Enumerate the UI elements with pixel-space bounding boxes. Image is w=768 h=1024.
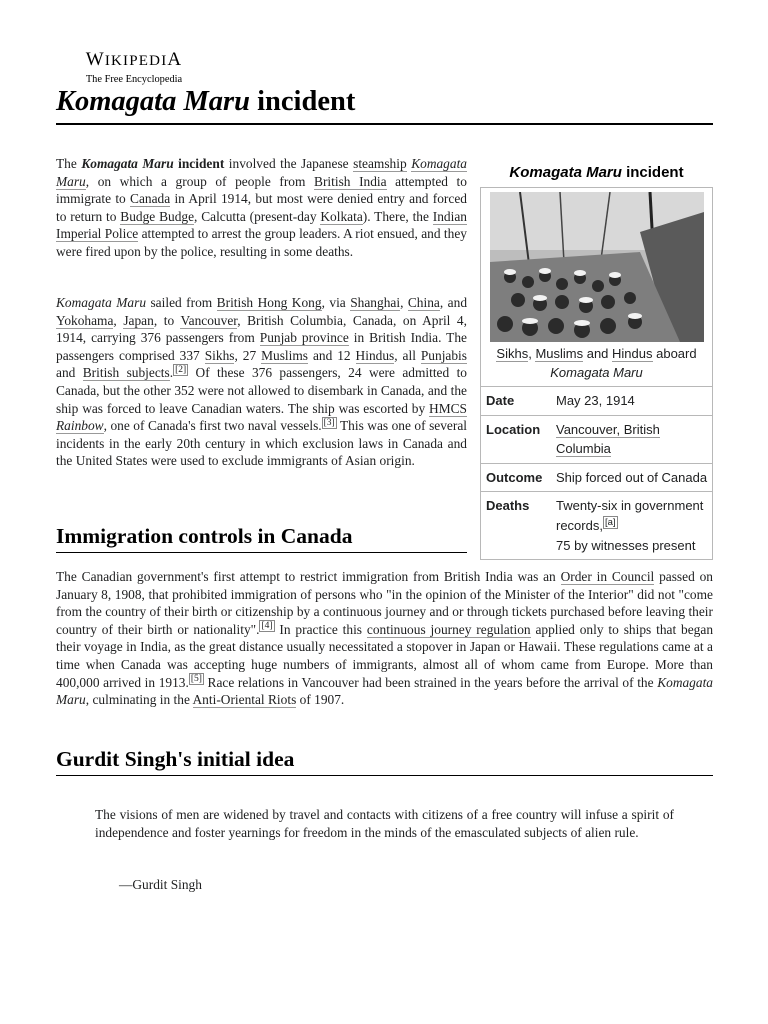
link-continuous-journey[interactable]: continuous journey regulation bbox=[366, 621, 531, 637]
link-japan[interactable]: Japan bbox=[123, 312, 154, 328]
infobox-photo[interactable] bbox=[490, 192, 704, 342]
caption-link-sikhs[interactable]: Sikhs bbox=[496, 346, 529, 361]
link-punjabis[interactable]: Punjabis bbox=[420, 347, 467, 363]
link-kolkata[interactable]: Kolkata bbox=[320, 208, 363, 224]
blockquote: The visions of men are widened by travel and contacts with citizens of a free country will infuse a spirit of independence and foster yearnings for freedom in the minds of the emasculated subjects of alien rule. bbox=[95, 807, 674, 840]
link-komagata-maru[interactable]: Komagata Maru bbox=[56, 156, 467, 189]
link-canada[interactable]: Canada bbox=[130, 191, 171, 207]
caption-link-muslims[interactable]: Muslims bbox=[535, 346, 584, 361]
section-heading-gurdit-singh: Gurdit Singh's initial idea bbox=[56, 745, 713, 776]
infobox-row-deaths: Deaths Twenty-six in government records, [a] 75 by witnesses present bbox=[481, 491, 712, 559]
lead-paragraph-1: The Komagata Maru incident involved the Japanese steamship Komagata Maru, on which a group of people from British India attempted to immigrate to Canada in April 1914, but most were denied entry and forced to return to Budge Budge, Calcutta (present-day Kolkata). There, the Indian Imperial Police attempted to arrest the group leaders. A riot ensued, and they were fired upon by the police, resulting in some deaths. bbox=[56, 156, 467, 259]
link-muslims[interactable]: Muslims bbox=[261, 347, 308, 363]
link-yokohama[interactable]: Yokohama bbox=[56, 312, 114, 328]
ship-passengers-photo bbox=[490, 192, 704, 342]
caption-link-hindus[interactable]: Hindus bbox=[612, 346, 653, 361]
wikipedia-logo[interactable] bbox=[76, 50, 192, 86]
link-steamship[interactable]: steamship bbox=[353, 156, 407, 171]
link-hmcs-rainbow[interactable]: HMCS Rainbow bbox=[56, 400, 467, 434]
reference-link[interactable]: [2] bbox=[175, 364, 187, 375]
link-punjab-province[interactable]: Punjab province bbox=[259, 330, 349, 346]
link-budge-budge[interactable]: Budge Budge bbox=[120, 208, 195, 224]
link-anti-oriental-riots[interactable]: Anti-Oriental Riots bbox=[192, 692, 297, 708]
reference-link[interactable]: [a] bbox=[604, 516, 616, 528]
infobox-row-location: Location Vancouver, British Columbia bbox=[481, 415, 712, 463]
infobox-caption: Sikhs, Muslims and Hindus aboard Komagata Maru bbox=[496, 346, 697, 380]
link-british-india[interactable]: British India bbox=[314, 173, 387, 189]
infobox-row-date: Date May 23, 1914 bbox=[481, 386, 712, 415]
link-british-hong-kong[interactable]: British Hong Kong bbox=[216, 295, 322, 310]
infobox bbox=[480, 160, 713, 560]
link-sikhs[interactable]: Sikhs bbox=[204, 347, 235, 363]
link-shanghai[interactable]: Shanghai bbox=[350, 295, 401, 310]
section-heading-immigration: Immigration controls in Canada bbox=[56, 522, 467, 553]
link-china[interactable]: China bbox=[407, 295, 440, 310]
infobox-row-outcome: Outcome Ship forced out of Canada bbox=[481, 463, 712, 492]
logo-tagline: The Free Encyclopedia bbox=[85, 74, 183, 85]
infobox-frame bbox=[480, 187, 713, 560]
link-vancouver-bc[interactable]: Vancouver, British Columbia bbox=[556, 421, 660, 457]
link-order-in-council[interactable]: Order in Council bbox=[560, 569, 655, 584]
reference-link[interactable]: [4] bbox=[261, 621, 273, 632]
link-indian-imperial-police[interactable]: Indian Imperial Police bbox=[56, 208, 467, 242]
page-title: Komagata Maru incident bbox=[56, 84, 713, 125]
link-british-subjects[interactable]: British subjects bbox=[82, 365, 170, 381]
link-hindus[interactable]: Hindus bbox=[355, 347, 395, 363]
quote-attribution: —Gurdit Singh bbox=[119, 877, 202, 892]
immigration-paragraph: The Canadian government's first attempt to restrict immigration from British India was an Order in Council passed on January 8, 1908, that prohibited immigration of persons who "in the opinion of the Minister of the Interior" did not "come from the country of their birth or citizenship by a continuous journey and or through tickets purchased before leaving their country of their birth or nationality". [4] In practice this continuous journey regulation applied only to ships that began their voyage in India, as the great distance usually necessitated a stopover in Japan or Hawaii. These regulations came at a time when Canada was accepting huge numbers of immigrants, almost all of whom came from Europe. More than 400,000 arrived in 1913. [5] Race relations in Vancouver had been strained in the years before the arrival of the Komagata Maru, culminating in the Anti-Oriental Riots of 1907. bbox=[56, 569, 714, 708]
link-vancouver[interactable]: Vancouver bbox=[180, 312, 238, 328]
lead-paragraph-2: Komagata Maru sailed from British Hong Kong, via Shanghai, China, and Yokohama, Japan, to Vancouver, British Columbia, Canada, on April 4, 1914, carrying 376 passengers from Punjab province in British India. The passengers comprised 337 Sikhs, 27 Muslims and 12 Hindus, all Punjabis and British subjects. [2] Of these 376 passengers, 24 were admitted to Canada, but the other 352 were not allowed to disembark in Canada, and the ship was forced to leave Canadian waters. The ship was escorted by HMCS Rainbow, one of Canada's first two naval vessels. [3] This was one of several incidents in the early 20th century in which exclusion laws in Canada and the United States were used to exclude immigrants of Asian origin. bbox=[56, 295, 468, 469]
infobox-title: Komagata Maru incident bbox=[509, 164, 684, 181]
reference-link[interactable]: [5] bbox=[190, 674, 202, 685]
reference-link[interactable]: [3] bbox=[323, 417, 335, 428]
logo-wordmark: WIKIPEDIA bbox=[85, 49, 183, 70]
